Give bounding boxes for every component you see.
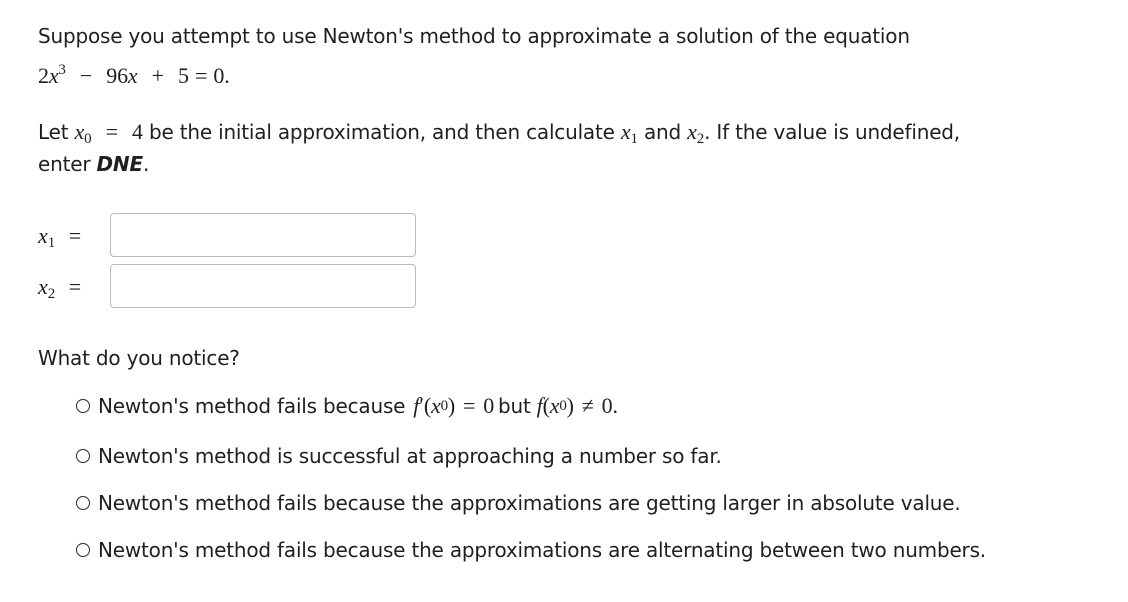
x0-equals: =: [105, 119, 118, 144]
option-getting-larger[interactable]: [74, 489, 961, 517]
opt1-x: x: [430, 393, 441, 418]
and-text: and: [643, 120, 681, 144]
eq-var: x: [48, 63, 59, 88]
question-intro: Suppose you attempt to use Newton's method to approximate a solution of the equation: [38, 24, 910, 48]
x2-label-sub: 2: [47, 286, 56, 302]
x1-sub-inline: 1: [630, 131, 638, 147]
eq-term-b: 96: [106, 63, 128, 88]
equation: [38, 56, 230, 90]
eq-var-b: x: [127, 63, 138, 88]
dne-period: .: [142, 152, 150, 176]
option-derivative-zero[interactable]: [74, 392, 618, 420]
line2-text-b: . If the value is undefined,: [704, 120, 960, 144]
eq-plus: +: [151, 63, 164, 88]
opt1-zero: 0: [483, 393, 495, 418]
radio-alternating[interactable]: [76, 543, 90, 557]
opt1-close: ): [447, 393, 456, 418]
x1-label-sub: 1: [47, 235, 56, 251]
eq-exponent: 3: [58, 62, 66, 78]
opt3-text: Newton's method fails because the approximations are getting larger in absolute value.: [98, 491, 961, 515]
radio-successful[interactable]: [76, 449, 90, 463]
dne-text: DNE: [96, 152, 143, 176]
eq-coef-a: 2: [38, 63, 49, 88]
eq-const: 5: [178, 63, 189, 88]
opt1-eq: =: [463, 393, 476, 418]
enter-text: enter: [38, 152, 91, 176]
eq-rhs: 0.: [213, 63, 230, 88]
x1-answer-input[interactable]: [110, 213, 416, 257]
x2-answer-input[interactable]: [110, 264, 416, 308]
opt2-text: Newton's method is successful at approaching a number so far.: [98, 444, 722, 468]
opt1-text-a: Newton's method fails because: [98, 394, 406, 418]
opt1-open: (: [423, 393, 431, 418]
opt1-open2: (: [542, 393, 550, 418]
opt1-neq: ≠: [581, 393, 594, 418]
x0-value: 4: [131, 119, 143, 144]
dne-instruction: [38, 150, 149, 178]
x0-var: x: [74, 119, 85, 144]
opt1-x-sub: 0: [440, 398, 448, 414]
option-alternating[interactable]: [74, 536, 986, 564]
x2-label-eq: =: [68, 274, 82, 299]
x0-sub: 0: [84, 131, 92, 147]
x1-label: [38, 222, 81, 257]
x1-label-var: x: [38, 223, 48, 248]
eq-equals: =: [195, 63, 208, 88]
x1-label-eq: =: [68, 223, 82, 248]
radio-getting-larger[interactable]: [76, 496, 90, 510]
opt1-f: f: [413, 393, 420, 418]
opt4-text: Newton's method fails because the approximations are alternating between two numbers.: [98, 538, 986, 562]
let-text: Let: [38, 120, 69, 144]
radio-derivative-zero[interactable]: [76, 399, 90, 413]
x2-sub-inline: 2: [696, 131, 705, 147]
opt1-zero2: 0.: [601, 393, 618, 418]
x1-var-inline: x: [620, 119, 631, 144]
opt1-f2: f: [536, 393, 543, 418]
opt1-x2-sub: 0: [559, 398, 567, 414]
opt1-prime: ′: [419, 393, 424, 418]
eq-minus: −: [79, 63, 93, 88]
initial-approx-line: [38, 118, 960, 153]
x2-label: [38, 273, 81, 308]
opt1-x2: x: [549, 393, 560, 418]
opt1-but: but: [498, 394, 531, 418]
x2-label-var: x: [38, 274, 48, 299]
line2-text-a: be the initial approximation, and then calculate: [148, 120, 615, 144]
option-successful[interactable]: [74, 442, 722, 470]
x2-var-inline: x: [687, 119, 697, 144]
opt1-close2: ): [566, 393, 574, 418]
notice-prompt: What do you notice?: [38, 346, 240, 370]
